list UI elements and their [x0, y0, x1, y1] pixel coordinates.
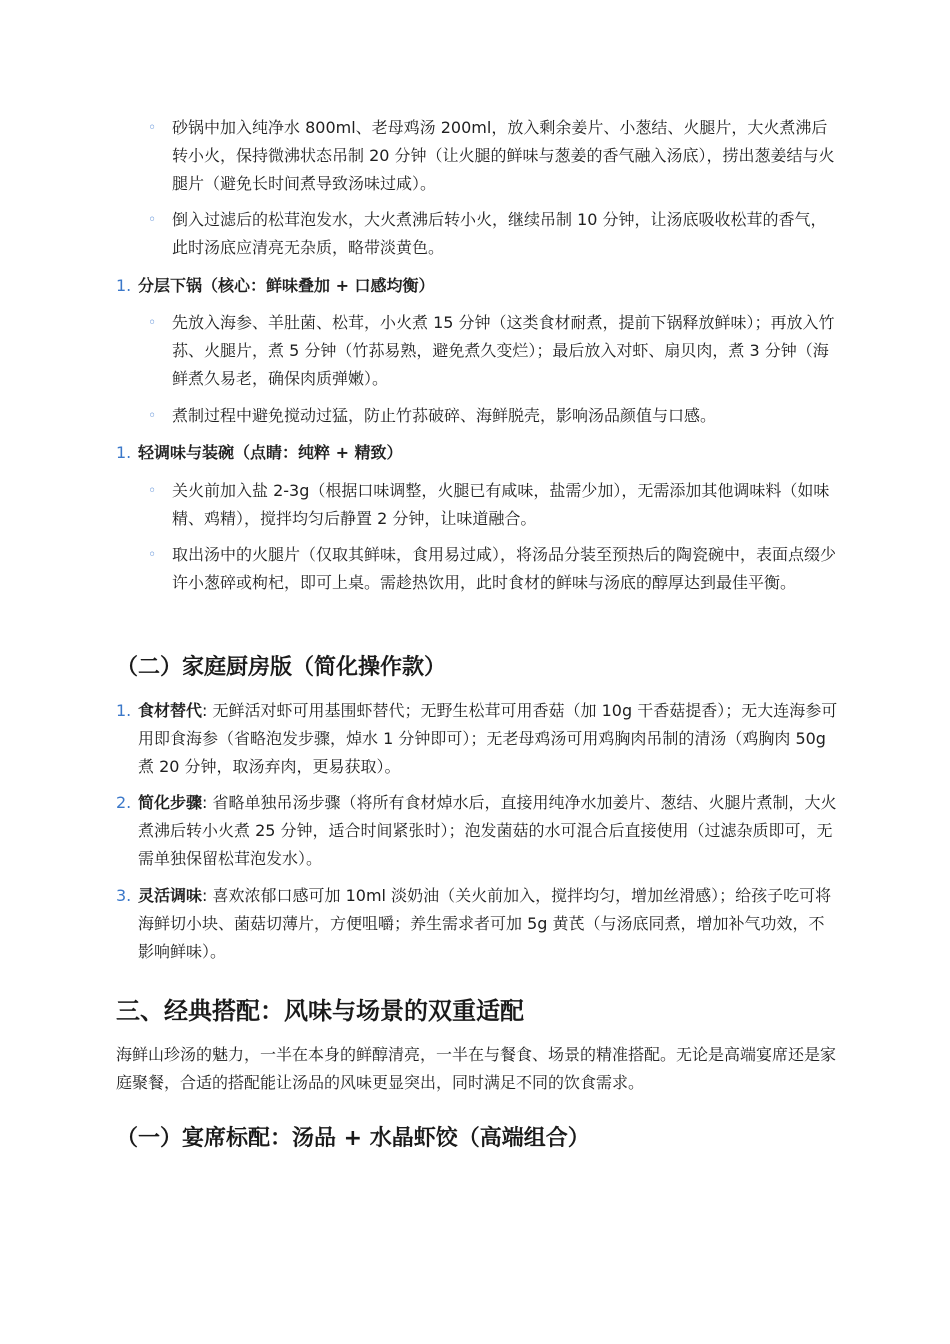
item-text: 喜欢浓郁口感可加 10ml 淡奶油（关火前加入，搅拌均匀，增加丝滑感）；给孩子吃可将海鲜切小块、菌菇切薄片，方便咀嚼；养生需求者可加 5g 黄芪（与汤底同煮，增加补气功效，不影响鲜味）。	[138, 886, 832, 961]
step-title: 轻调味与装碗（点睛：纯粹 + 精致）	[138, 443, 403, 462]
bullet-marker: ◦	[148, 483, 157, 499]
sub-bullet-text: 先放入海参、羊肚菌、松茸，小火煮 15 分钟（这类食材耐煮，提前下锅释放鲜味）；再放入竹荪、火腿片，煮 5 分钟（竹荪易熟，避免煮久变烂）；最后放入对虾、扇贝肉，煮 3 分钟（海鲜煮久易老，确保肉质弹嫩）。	[172, 313, 835, 388]
section-heading: （二）家庭厨房版（简化操作款）	[116, 655, 447, 680]
sub-bullet-text: 取出汤中的火腿片（仅取其鲜味，食用易过咸），将汤品分装至预热后的陶瓷碗中，表面点缀少许小葱碎或枸杞，即可上桌。需趁热饮用，此时食材的鲜味与汤底的醇厚达到最佳平衡。	[172, 545, 837, 592]
item-separator: :	[202, 793, 208, 812]
section-heading: （一）宴席标配：汤品 + 水晶虾饺（高端组合）	[116, 1126, 590, 1151]
item-text: 省略单独吊汤步骤（将所有食材焯水后，直接用纯净水加姜片、葱结、火腿片煮制，大火煮沸后转小火煮 25 分钟，适合时间紧张时）；泡发菌菇的水可混合后直接使用（过滤杂质即可，无需单独保留松茸泡发水）。	[138, 793, 837, 868]
sub-bullet-text: 关火前加入盐 2-3g（根据口味调整，火腿已有咸味，盐需少加），无需添加其他调味料（如味精、鸡精），搅拌均匀后静置 2 分钟，让味道融合。	[172, 481, 830, 528]
list-item	[138, 789, 838, 873]
item-text: 无鲜活对虾可用基围虾替代；无野生松茸可用香菇（加 10g 干香菇提香）；无大连海参可用即食海参（省略泡发步骤，焯水 1 分钟即可）；无老母鸡汤可用鸡胸肉吊制的清汤（鸡胸肉 50g 煮 20 分钟，取汤弃肉，更易获取）。	[138, 701, 838, 776]
list-number: 1.	[116, 701, 132, 720]
list-number: 1.	[116, 443, 132, 462]
list-number: 1.	[116, 276, 132, 295]
sub-bullet-text: 砂锅中加入纯净水 800ml、老母鸡汤 200ml，放入剩余姜片、小葱结、火腿片，大火煮沸后转小火，保持微沸状态吊制 20 分钟（让火腿的鲜味与葱姜的香气融入汤底），捞出葱姜结与火腿片（避免长时间煮导致汤味过咸）。	[172, 118, 835, 193]
item-separator: :	[202, 701, 208, 720]
item-label: 食材替代	[138, 701, 203, 720]
bullet-marker: ◦	[148, 120, 157, 136]
bullet-marker: ◦	[148, 408, 157, 424]
intro-paragraph: 海鲜山珍汤的魅力，一半在本身的鲜醇清亮，一半在与餐食、场景的精准搭配。无论是高端宴席还是家庭聚餐，合适的搭配能让汤品的风味更显突出，同时满足不同的饮食需求。	[116, 1045, 837, 1092]
list-item	[138, 697, 838, 781]
step-title: 分层下锅（核心：鲜味叠加 + 口感均衡）	[138, 276, 435, 295]
list-number: 2.	[116, 793, 132, 812]
bullet-marker: ◦	[148, 547, 157, 563]
item-separator: :	[202, 886, 208, 905]
item-label: 简化步骤	[138, 793, 203, 812]
list-item	[138, 882, 838, 966]
list-number: 3.	[116, 886, 132, 905]
bullet-marker: ◦	[148, 212, 157, 228]
sub-bullet-text: 倒入过滤后的松茸泡发水，大火煮沸后转小火，继续吊制 10 分钟，让汤底吸收松茸的香气，此时汤底应清亮无杂质，略带淡黄色。	[172, 210, 827, 257]
bullet-marker: ◦	[148, 315, 157, 331]
sub-bullet-text: 煮制过程中避免搅动过猛，防止竹荪破碎、海鲜脱壳，影响汤品颜值与口感。	[172, 406, 717, 425]
item-label: 灵活调味	[138, 886, 203, 905]
chapter-heading: 三、经典搭配：风味与场景的双重适配	[116, 997, 524, 1025]
